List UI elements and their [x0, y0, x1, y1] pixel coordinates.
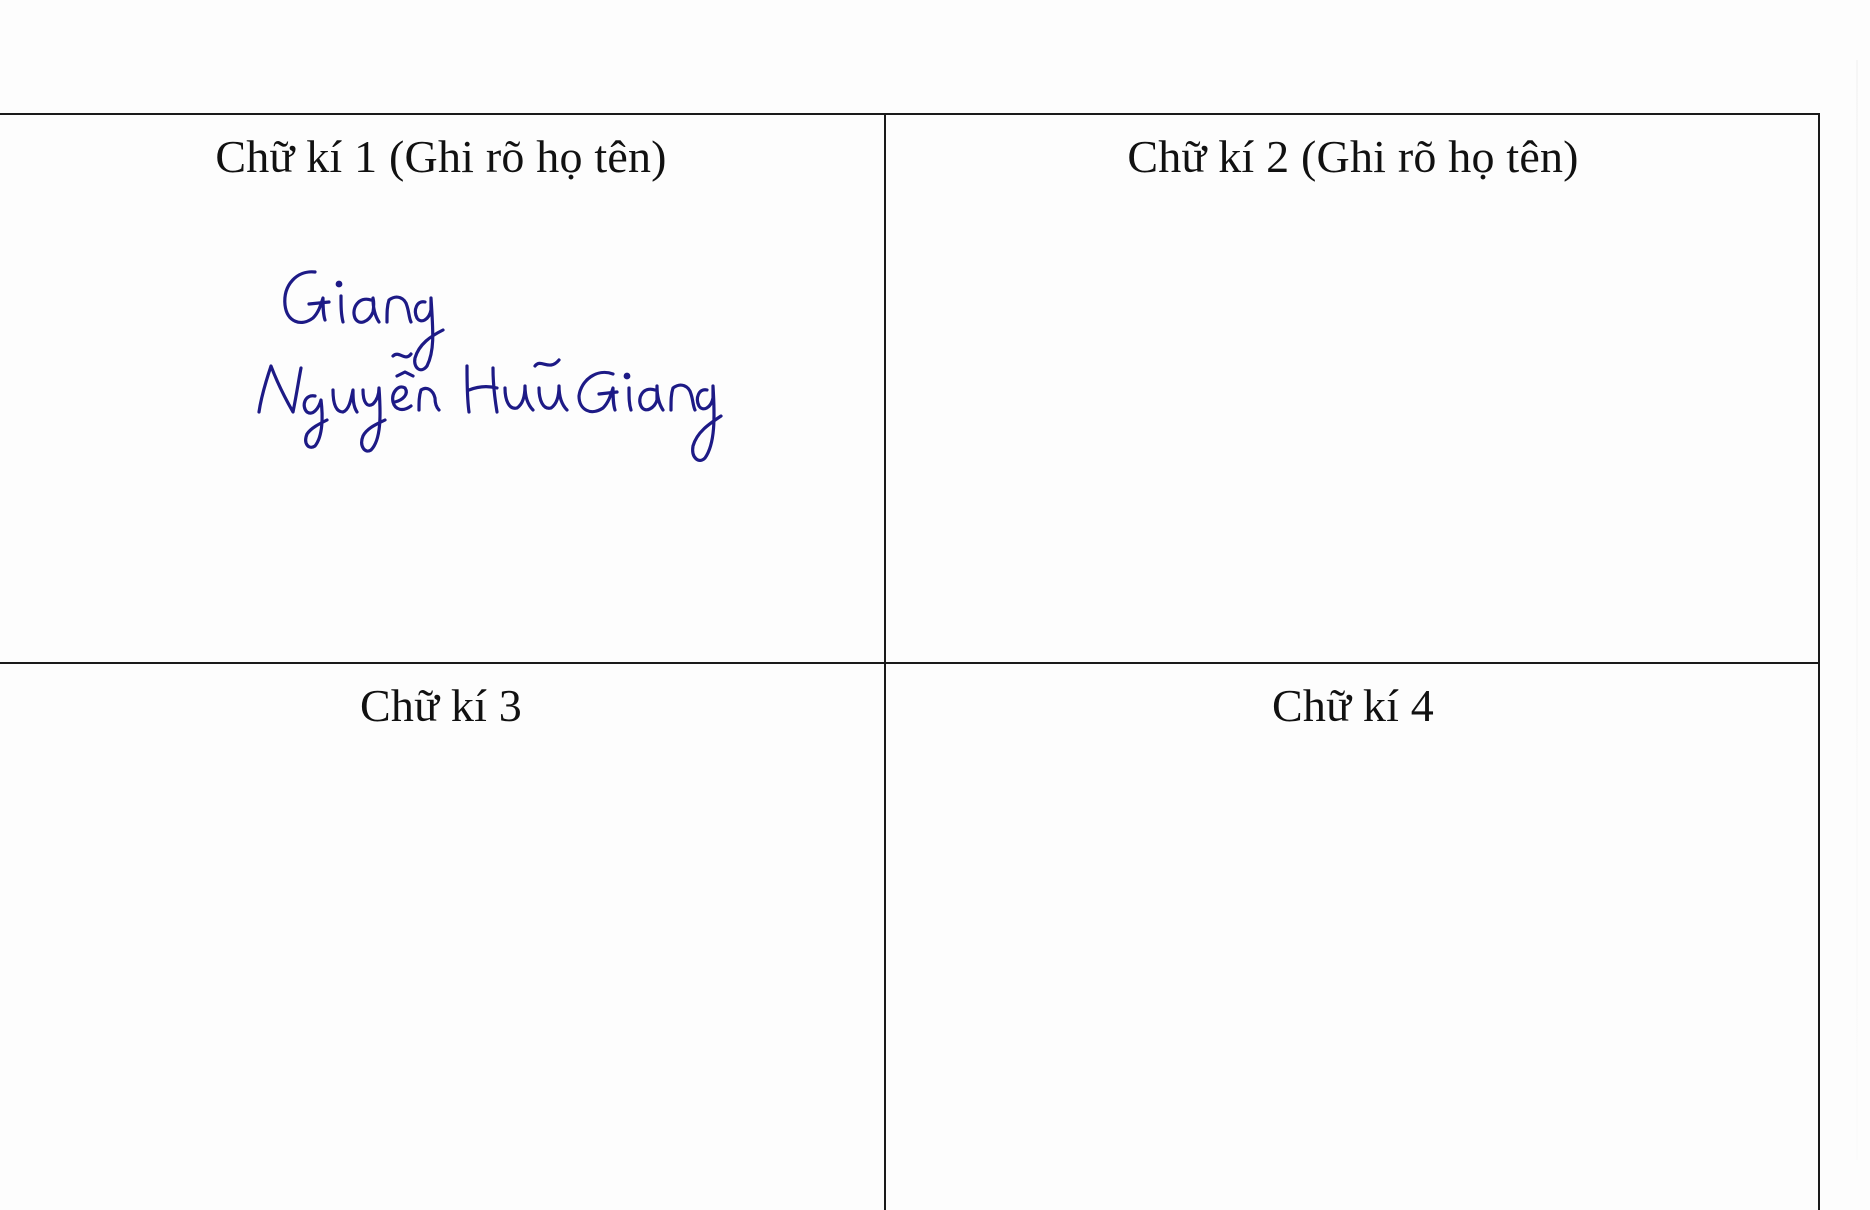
- signature-cell-4-title: Chữ kí 4: [1272, 680, 1434, 731]
- signature-line-full-name: [259, 354, 721, 460]
- signature-cell-2: [886, 115, 1820, 664]
- scan-edge-shadow: [1856, 60, 1858, 1160]
- signature-svg: [253, 240, 833, 500]
- signature-cell-4: [886, 664, 1820, 1210]
- handwritten-signature: [253, 240, 833, 500]
- signature-cell-2-title: Chữ kí 2 (Ghi rõ họ tên): [1127, 131, 1579, 182]
- signature-table: [0, 113, 1820, 1210]
- signature-cell-1: [0, 115, 886, 664]
- signature-line-giang: [285, 272, 443, 370]
- signature-cell-3-title: Chữ kí 3: [360, 680, 522, 731]
- signature-cell-3: [0, 664, 886, 1210]
- signature-cell-1-title: Chữ kí 1 (Ghi rõ họ tên): [215, 131, 667, 182]
